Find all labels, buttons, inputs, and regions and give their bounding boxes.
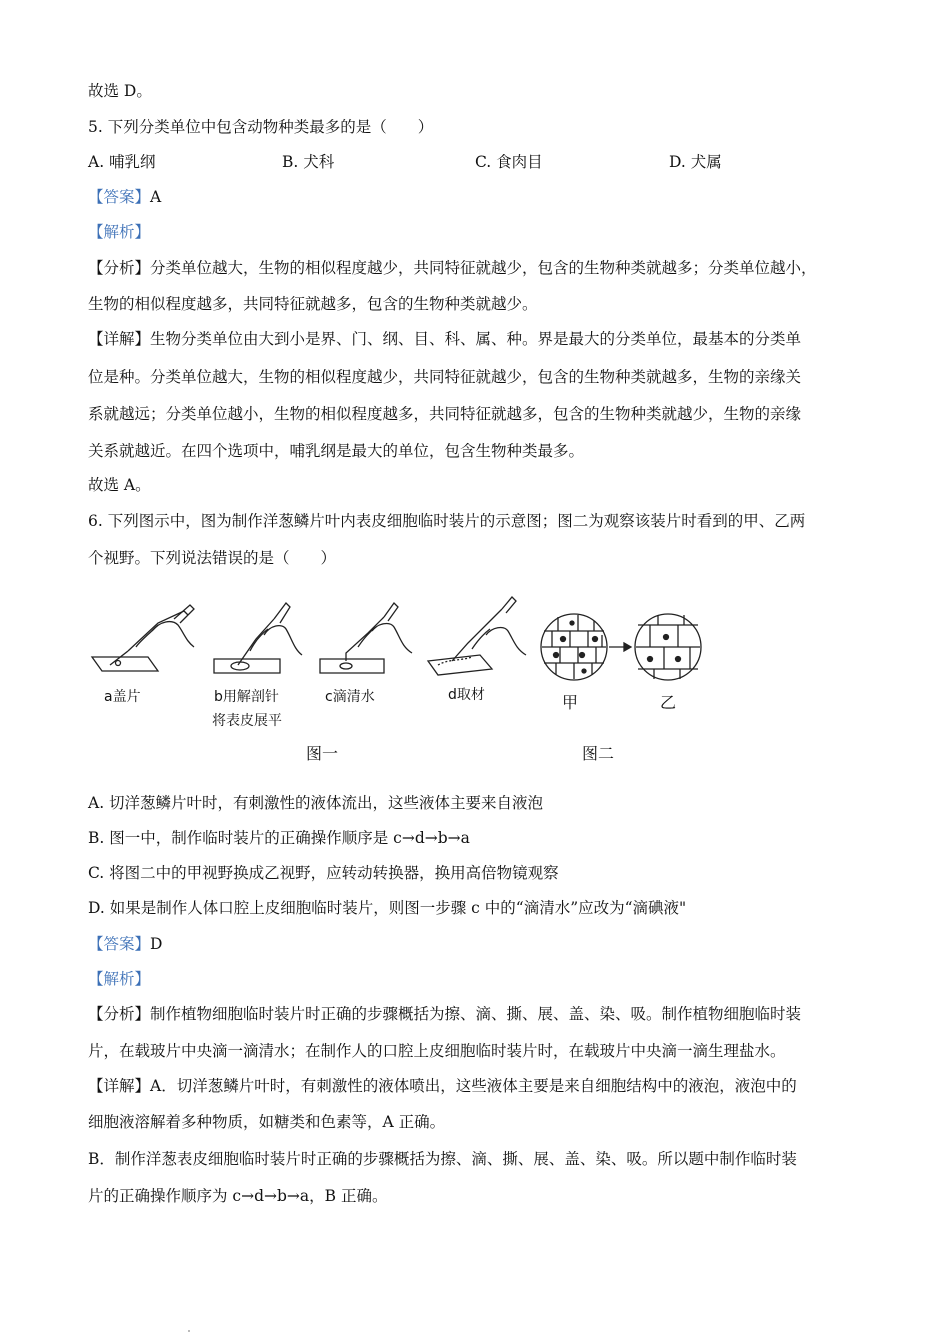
fenxi-text: 分类单位越大，生物的相似程度越少，共同特征就越少，包含的生物种类就越多；分类单位越小， [150, 259, 817, 277]
xiangjie-text: A．切洋葱鳞片叶时，有刺激性的液体喷出，这些液体主要是来自细胞结构中的液泡，液泡中的 [150, 1077, 797, 1095]
q6-stem-line-1: 6. 下列图示中，图为制作洋葱鳞片叶内表皮细胞临时装片的示意图；图二为观察该装片时看到的甲、乙两 [88, 512, 806, 530]
fig-label-yi: 乙 [660, 693, 677, 712]
q5-conclusion: 故选 A。 [88, 476, 151, 494]
q6-fenxi-line-1 [88, 1003, 801, 1025]
q5-xiangjie-line-2: 位是种。分类单位越大，生物的相似程度越少，共同特征就越少，包含的生物种类就越多，生物的亲缘关 [88, 368, 802, 386]
q5-option-b: B. 犬科 [282, 153, 335, 171]
fig-label-step-b-1: b用解剖针 [214, 689, 279, 705]
answer-tag: 【答案】 [88, 188, 151, 206]
fig-label-step-d: d取材 [448, 687, 485, 703]
step-c-drawing [320, 603, 412, 673]
q6-b-line-2: 片的正确操作顺序为 c→d→b→a，B 正确。 [88, 1187, 388, 1205]
q6-b-line-1: B．制作洋葱表皮细胞临时装片时正确的步骤概括为擦、滴、撕、展、盖、染、吸。所以题中制作临时装 [88, 1150, 797, 1168]
q5-option-c: C. 食肉目 [475, 153, 543, 171]
fenxi-text: 制作植物细胞临时装片时正确的步骤概括为擦、滴、撕、展、盖、染、吸。制作植物细胞临时装 [150, 1005, 802, 1023]
page-marker-dot [188, 1330, 190, 1332]
fig-label-step-b-2: 将表皮展平 [212, 713, 282, 729]
q5-option-a: A. 哺乳纲 [88, 153, 156, 171]
step-b-drawing [214, 603, 302, 673]
q5-option-d: D. 犬属 [669, 153, 722, 171]
step-a-drawing [92, 605, 194, 671]
q6-figure-illustration [88, 595, 728, 705]
q6-analysis-tag: 【解析】 [88, 970, 151, 988]
q5-analysis-tag: 【解析】 [88, 223, 151, 241]
answer-value: D [150, 935, 163, 953]
q5-stem: 5. 下列分类单位中包含动物种类最多的是（ ） [88, 118, 434, 136]
figure-1-title: 图一 [306, 744, 339, 763]
answer-value: A [150, 188, 162, 206]
q5-xiangjie-line-3: 系就越远；分类单位越小，生物的相似程度越多，共同特征就越多，包含的生物种类就越少，生物的亲缘 [88, 405, 802, 423]
answer-tag: 【答案】 [88, 935, 151, 953]
view-jia-drawing [541, 614, 607, 680]
figure-2-title: 图二 [582, 744, 615, 763]
q5-answer [88, 186, 161, 208]
fig-label-step-a: a盖片 [104, 689, 141, 705]
q6-xiangjie-line-1 [88, 1075, 797, 1097]
q6-option-a: A. 切洋葱鳞片叶时，有刺激性的液体流出，这些液体主要来自液泡 [88, 794, 544, 812]
view-yi-drawing [635, 614, 701, 680]
q5-fenxi-line-2: 生物的相似程度越多，共同特征就越多，包含的生物种类就越少。 [88, 295, 538, 313]
q5-xiangjie-line-1 [88, 328, 801, 350]
q6-option-b: B. 图一中，制作临时装片的正确操作顺序是 c→d→b→a [88, 829, 470, 847]
fig-label-jia: 甲 [562, 693, 579, 712]
fenxi-tag: 【分析】 [88, 259, 151, 277]
xiangjie-text: 生物分类单位由大到小是界、门、纲、目、科、属、种。界是最大的分类单位，最基本的分类单 [150, 330, 802, 348]
arrow-head [624, 643, 631, 651]
q6-option-c: C. 将图二中的甲视野换成乙视野，应转动转换器，换用高倍物镜观察 [88, 864, 559, 882]
q5-xiangjie-line-4: 关系就越近。在四个选项中，哺乳纲是最大的单位，包含生物种类最多。 [88, 442, 585, 460]
xiangjie-tag: 【详解】 [88, 1077, 151, 1095]
q6-xiangjie-line-2: 细胞液溶解着多种物质，如糖类和色素等，A 正确。 [88, 1113, 446, 1131]
q5-fenxi-line-1 [88, 257, 817, 279]
step-d-drawing [428, 597, 526, 675]
fenxi-tag: 【分析】 [88, 1005, 151, 1023]
q6-option-d: D. 如果是制作人体口腔上皮细胞临时装片，则图一步骤 c 中的“滴清水”应改为“滴碘液" [88, 899, 687, 917]
prev-conclusion: 故选 D。 [88, 82, 152, 100]
q6-stem-line-2: 个视野。下列说法错误的是（ ） [88, 549, 337, 567]
fig-label-step-c: c滴清水 [325, 689, 375, 705]
xiangjie-tag: 【详解】 [88, 330, 151, 348]
q6-fenxi-line-2: 片，在载玻片中央滴一滴清水；在制作人的口腔上皮细胞临时装片时，在载玻片中央滴一滴生理盐水。 [88, 1042, 786, 1060]
q6-answer [88, 933, 162, 955]
